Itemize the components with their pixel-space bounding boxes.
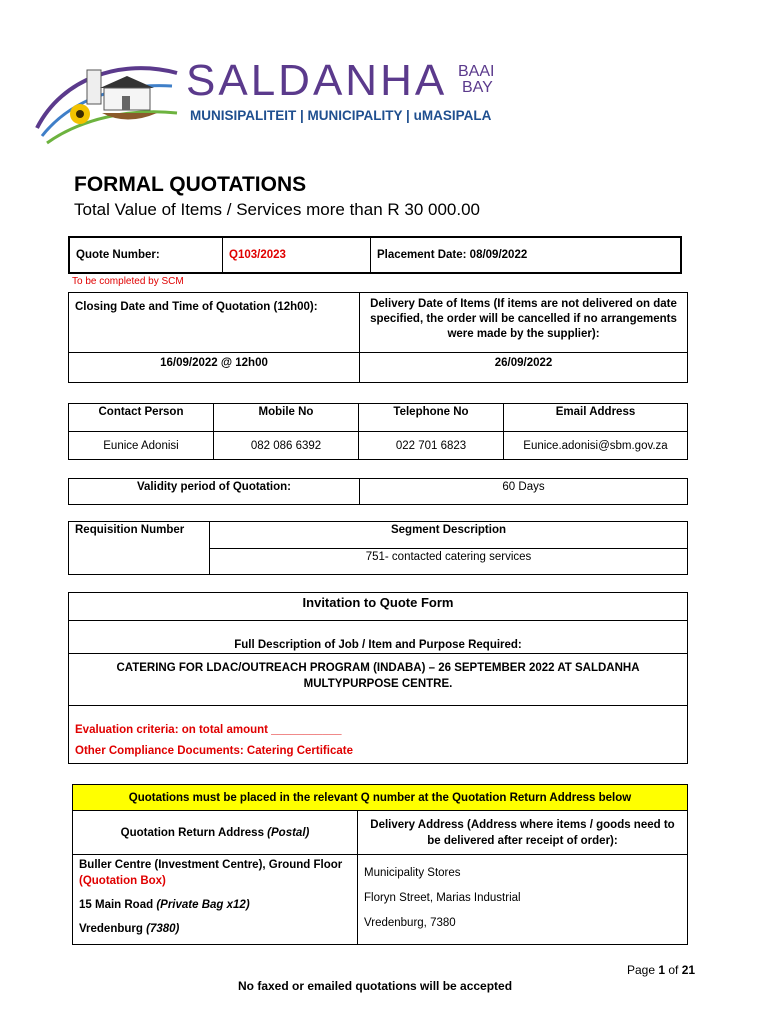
delivery-line3: Vredenburg, 7380 (364, 917, 456, 929)
page-current: 1 (658, 963, 666, 977)
logo-tag-2: MUNICIPALITY (307, 108, 403, 123)
municipality-logo (32, 58, 512, 148)
dates-table (68, 292, 688, 383)
page-subtitle: Total Value of Items / Services more than R 30 000.00 (74, 200, 481, 219)
logo-tag-3: uMASIPALA (413, 108, 492, 123)
return-addr-line3 (79, 921, 351, 937)
logo-name: SALDANHA (186, 56, 448, 105)
contact-email[interactable]: Eunice.adonisi@sbm.gov.za (504, 432, 688, 460)
delivery-date-label: Delivery Date of Items (If items are not delivered on date specified, the order will be cancelled if no arrangements were made by the supplier): (360, 293, 688, 353)
page-total: 21 (681, 963, 696, 977)
page-prefix: Page (627, 963, 659, 977)
logo-sep-1: | (296, 108, 308, 123)
return-addr-line1 (79, 857, 351, 889)
placement-date: Placement Date: 08/09/2022 (371, 237, 682, 273)
scm-note: To be completed by SCM (72, 276, 184, 287)
contact-telephone: 022 701 6823 (359, 432, 504, 460)
logo-tagline (190, 108, 491, 123)
segment-value: 751- contacted catering services (210, 549, 688, 575)
contact-header: Email Address (504, 404, 688, 432)
addr-line1: Buller Centre (Investment Centre), Ground Floor (79, 859, 343, 871)
addr-line3: Vredenburg (79, 923, 147, 935)
return-address-table (72, 784, 688, 945)
validity-label: Validity period of Quotation: (69, 479, 360, 505)
invitation-table (68, 592, 688, 764)
contact-header: Mobile No (214, 404, 359, 432)
job-description: CATERING FOR LDAC/OUTREACH PROGRAM (INDABA) – 26 SEPTEMBER 2022 AT SALDANHA MULTYPURPOSE CENTRE. (69, 654, 688, 706)
page-number (627, 963, 695, 977)
contact-person: Eunice Adonisi (69, 432, 214, 460)
page-of: of (665, 963, 682, 977)
delivery-address-header: Delivery Address (Address where items / goods need to be delivered after receipt of order): (358, 811, 688, 855)
requisition-table (68, 521, 688, 575)
validity-table (68, 478, 688, 505)
postal-label: Quotation Return Address (120, 826, 268, 839)
private-bag: (Private Bag x12) (156, 899, 250, 911)
return-banner: Quotations must be placed in the relevant Q number at the Quotation Return Address below (73, 785, 688, 811)
postal-address-header (73, 811, 358, 855)
contact-mobile: 082 086 6392 (214, 432, 359, 460)
delivery-date-value: 26/09/2022 (360, 353, 688, 383)
logo-tag-1: MUNISIPALITEIT (190, 108, 297, 123)
logo-emblem-icon (32, 58, 182, 148)
quote-number-label: Quote Number: (69, 237, 223, 273)
postal-italic: (Postal) (267, 826, 310, 839)
invitation-title: Invitation to Quote Form (69, 593, 688, 621)
logo-baai: BAAI (458, 63, 495, 80)
full-description-label: Full Description of Job / Item and Purpose Required: (69, 621, 688, 654)
logo-sep-2: | (402, 108, 414, 123)
closing-date-label: Closing Date and Time of Quotation (12h00): (69, 293, 360, 353)
addr-line2: 15 Main Road (79, 899, 157, 911)
page-title: FORMAL QUOTATIONS (74, 173, 307, 196)
return-addr-line2 (79, 897, 351, 913)
logo-bay: BAY (462, 79, 493, 96)
compliance-documents: Other Compliance Documents: Catering Certificate (75, 745, 353, 757)
footer-note: No faxed or emailed quotations will be accepted (238, 979, 513, 993)
validity-value: 60 Days (360, 479, 688, 505)
delivery-line1: Municipality Stores (364, 867, 461, 879)
closing-date-value: 16/09/2022 @ 12h00 (69, 353, 360, 383)
contact-header: Telephone No (359, 404, 504, 432)
postal-code: (7380) (146, 923, 180, 935)
quote-number-table (68, 236, 682, 274)
delivery-line2: Floryn Street, Marias Industrial (364, 892, 521, 904)
contact-table (68, 403, 688, 460)
segment-label: Segment Description (210, 522, 688, 549)
quotation-box-label: (Quotation Box) (79, 875, 166, 887)
evaluation-criteria: Evaluation criteria: on total amount ___________ (75, 724, 342, 736)
contact-header: Contact Person (69, 404, 214, 432)
quote-number-value: Q103/2023 (223, 237, 371, 273)
requisition-label: Requisition Number (69, 522, 210, 575)
